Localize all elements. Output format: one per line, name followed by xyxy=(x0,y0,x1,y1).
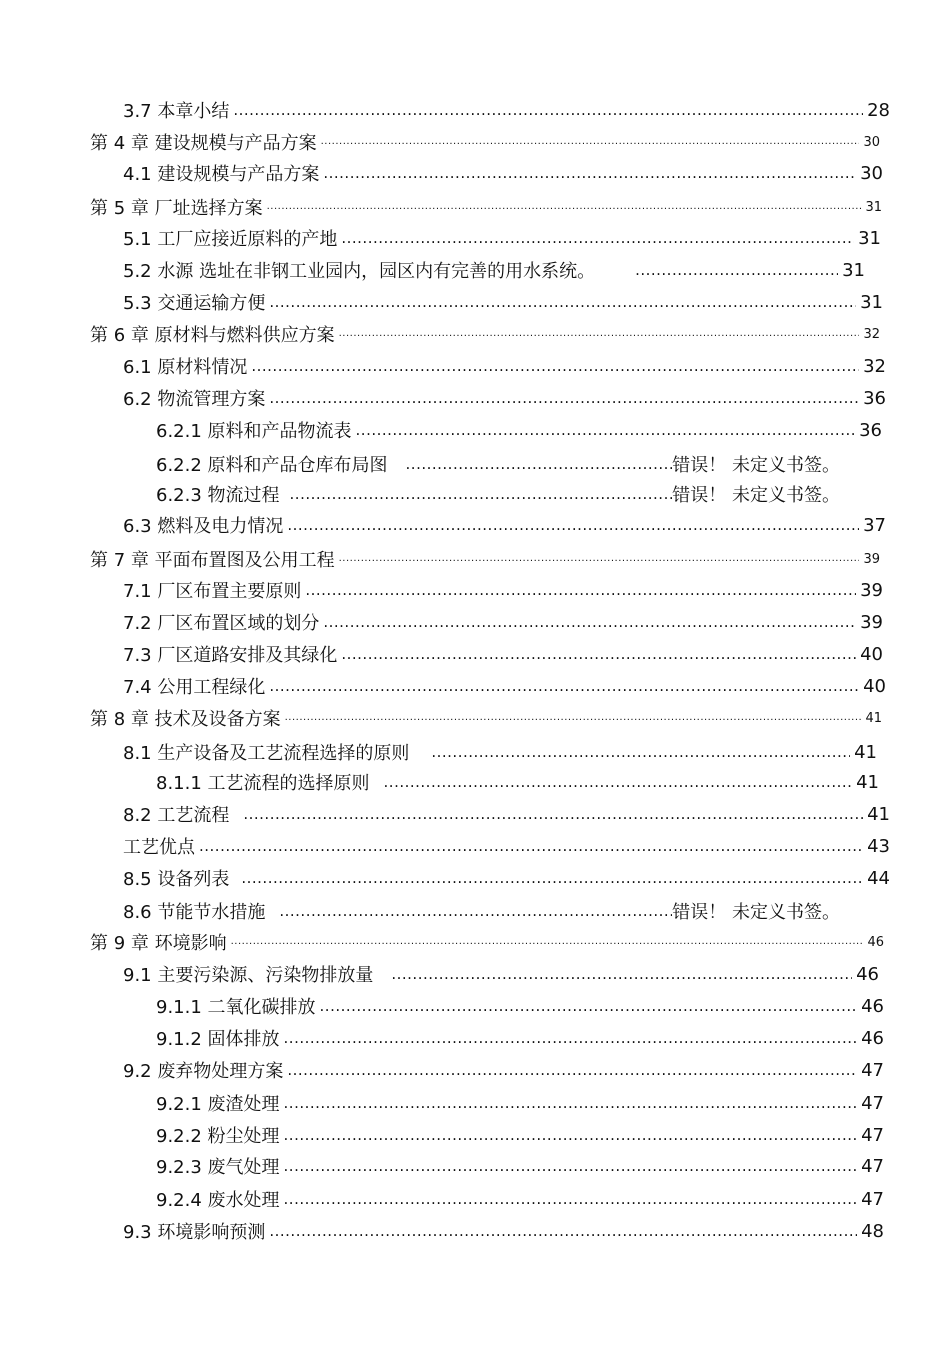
toc-entry-label: 9.2.3 废气处理 xyxy=(156,1157,280,1178)
toc-entry-page: 46 xyxy=(861,995,884,1017)
toc-entry-label: 第 5 章 厂址选择方案 xyxy=(90,198,263,219)
toc-entry-label: 7.1 厂区布置主要原则 xyxy=(123,581,302,602)
toc-entry-8-2[interactable] xyxy=(123,800,890,828)
toc-entry-9-2-4[interactable] xyxy=(156,1185,884,1213)
toc-entry-page: 41 xyxy=(854,741,877,763)
leader-dots xyxy=(269,391,859,406)
leader-dots xyxy=(243,807,863,822)
toc-entry-page: 31 xyxy=(860,291,883,313)
leader-dots xyxy=(287,1063,857,1078)
leader-dots xyxy=(279,904,672,919)
toc-entry-page: 39 xyxy=(860,611,883,633)
toc-entry-page: 错误！ 未定义书签。 xyxy=(672,902,840,923)
toc-entry-page: 44 xyxy=(867,867,890,889)
toc-entry-9-2-2[interactable] xyxy=(156,1121,884,1149)
toc-entry-page: 46 xyxy=(861,1027,884,1049)
toc-entry-page: 43 xyxy=(867,835,890,857)
leader-dots xyxy=(321,137,860,147)
leader-dots xyxy=(284,1159,858,1174)
leader-dots xyxy=(290,487,673,502)
toc-entry-page: 错误！ 未定义书签。 xyxy=(672,455,840,476)
toc-entry-6-1[interactable] xyxy=(123,352,886,380)
toc-entry-page: 32 xyxy=(863,326,880,342)
toc-entry-6-2[interactable] xyxy=(123,384,886,412)
toc-entry-page: 47 xyxy=(861,1188,884,1210)
toc-entry-page: 47 xyxy=(861,1155,884,1177)
leader-dots xyxy=(269,1224,857,1239)
leader-dots xyxy=(341,231,854,246)
toc-entry-page: 31 xyxy=(865,199,882,215)
toc-entry-label: 第 9 章 环境影响 xyxy=(90,933,227,954)
toc-entry-9-2[interactable] xyxy=(123,1056,884,1084)
toc-chapter-8[interactable] xyxy=(90,704,882,732)
toc-entry-label: 8.5 设备列表 xyxy=(123,869,230,890)
toc-entry-page: 36 xyxy=(863,387,886,409)
toc-entry-label: 3.7 本章小结 xyxy=(123,101,230,122)
toc-entry-label: 7.3 厂区道路安排及其绿化 xyxy=(123,645,338,666)
toc-entry-label: 5.2 水源 选址在非钢工业园内，园区内有完善的用水系统。 xyxy=(123,261,596,282)
toc-entry-label: 9.2.1 废渣处理 xyxy=(156,1094,280,1115)
toc-entry-page: 46 xyxy=(856,963,879,985)
leader-dots xyxy=(287,518,859,533)
leader-dots xyxy=(339,329,860,339)
leader-dots xyxy=(241,871,863,886)
toc-entry-label: 8.1.1 工艺流程的选择原则 xyxy=(156,773,370,794)
leader-dots xyxy=(285,713,862,723)
toc-entry-label: 9.1.1 二氧化碳排放 xyxy=(156,997,316,1018)
toc-entry-5-1[interactable] xyxy=(123,224,881,252)
toc-entry-page: 39 xyxy=(863,551,880,567)
toc-entry-9-1-2[interactable] xyxy=(156,1024,884,1052)
toc-entry-6-2-1[interactable] xyxy=(156,416,882,444)
leader-dots xyxy=(305,583,856,598)
toc-entry-label: 8.1 生产设备及工艺流程选择的原则 xyxy=(123,743,410,764)
toc-entry-label: 5.1 工厂应接近原料的产地 xyxy=(123,229,338,250)
toc-entry-5-2[interactable] xyxy=(123,256,865,284)
toc-entry-page: 40 xyxy=(863,675,886,697)
leader-dots xyxy=(284,1128,858,1143)
toc-entry-label: 9.2.4 废水处理 xyxy=(156,1190,280,1211)
toc-entry-page: 41 xyxy=(867,803,890,825)
toc-entry-9-1-1[interactable] xyxy=(156,992,884,1020)
toc-entry-page: 30 xyxy=(863,134,880,150)
toc-entry-9-1[interactable] xyxy=(123,960,879,988)
toc-entry-6-2-3[interactable] xyxy=(156,480,840,508)
toc-entry-7-3[interactable] xyxy=(123,640,883,668)
leader-dots xyxy=(635,263,838,278)
toc-entry-label: 8.6 节能节水措施 xyxy=(123,902,266,923)
toc-entry-label: 9.1 主要污染源、污染物排放量 xyxy=(123,965,374,986)
toc-entry-page: 30 xyxy=(860,162,883,184)
leader-dots xyxy=(431,745,850,760)
leader-dots xyxy=(341,647,856,662)
toc-entry-8-6[interactable] xyxy=(123,897,840,925)
toc-entry-label: 4.1 建设规模与产品方案 xyxy=(123,164,320,185)
leader-dots xyxy=(384,775,853,790)
leader-dots xyxy=(251,359,859,374)
leader-dots xyxy=(323,166,856,181)
toc-chapter-5[interactable] xyxy=(90,193,882,221)
toc-entry-page: 36 xyxy=(859,419,882,441)
toc-entry-7-2[interactable] xyxy=(123,608,883,636)
toc-entry-page: 48 xyxy=(861,1220,884,1242)
toc-entry-8-1[interactable] xyxy=(123,738,877,766)
toc-entry-label: 6.2 物流管理方案 xyxy=(123,389,266,410)
toc-entry-6-3[interactable] xyxy=(123,511,886,539)
toc-entry-7-4[interactable] xyxy=(123,672,886,700)
toc-entry-6-2-2[interactable] xyxy=(156,450,840,478)
leader-dots xyxy=(199,839,863,854)
toc-entry-label: 9.2.2 粉尘处理 xyxy=(156,1126,280,1147)
toc-entry-process-advantages[interactable] xyxy=(123,832,890,860)
leader-dots xyxy=(231,937,864,947)
leader-dots xyxy=(267,202,862,212)
toc-entry-page: 47 xyxy=(861,1124,884,1146)
toc-entry-label: 9.1.2 固体排放 xyxy=(156,1029,280,1050)
toc-entry-label: 7.2 厂区布置区域的划分 xyxy=(123,613,320,634)
toc-entry-page: 31 xyxy=(858,227,881,249)
toc-entry-page: 31 xyxy=(842,259,865,281)
leader-dots xyxy=(269,295,856,310)
toc-entry-label: 9.2 废弃物处理方案 xyxy=(123,1061,284,1082)
toc-entry-page: 错误！ 未定义书签。 xyxy=(672,485,840,506)
toc-entry-4-1[interactable] xyxy=(123,159,883,187)
toc-entry-label: 6.2.2 原料和产品仓库布局图 xyxy=(156,455,388,476)
toc-entry-8-5[interactable] xyxy=(123,864,890,892)
toc-entry-label: 6.3 燃料及电力情况 xyxy=(123,516,284,537)
toc-entry-page: 46 xyxy=(867,934,884,950)
toc-entry-page: 40 xyxy=(860,643,883,665)
toc-entry-label: 工艺优点 xyxy=(123,837,195,858)
toc-chapter-7[interactable] xyxy=(90,545,880,573)
toc-entry-label: 6.2.1 原料和产品物流表 xyxy=(156,421,352,442)
leader-dots xyxy=(284,1192,858,1207)
leader-dots xyxy=(406,457,673,472)
leader-dots xyxy=(233,103,863,118)
toc-entry-page: 41 xyxy=(865,710,882,726)
toc-entry-label: 第 6 章 原材料与燃料供应方案 xyxy=(90,325,335,346)
toc-entry-label: 9.3 环境影响预测 xyxy=(123,1222,266,1243)
toc-chapter-4[interactable] xyxy=(90,128,880,156)
toc-entry-page: 37 xyxy=(863,514,886,536)
toc-entry-9-3[interactable] xyxy=(123,1217,884,1245)
toc-entry-label: 第 4 章 建设规模与产品方案 xyxy=(90,133,317,154)
toc-entry-page: 47 xyxy=(861,1059,884,1081)
toc-entry-9-2-3[interactable] xyxy=(156,1152,884,1180)
leader-dots xyxy=(391,967,852,982)
toc-entry-label: 7.4 公用工程绿化 xyxy=(123,677,266,698)
toc-entry-9-2-1[interactable] xyxy=(156,1089,884,1117)
toc-entry-page: 39 xyxy=(860,579,883,601)
leader-dots xyxy=(269,679,859,694)
leader-dots xyxy=(356,423,856,438)
toc-entry-page: 47 xyxy=(861,1092,884,1114)
toc-entry-label: 第 7 章 平面布置图及公用工程 xyxy=(90,550,335,571)
toc-entry-7-1[interactable] xyxy=(123,576,883,604)
leader-dots xyxy=(284,1096,858,1111)
leader-dots xyxy=(284,1031,858,1046)
toc-entry-5-3[interactable] xyxy=(123,288,883,316)
leader-dots xyxy=(320,999,858,1014)
toc-entry-label: 6.2.3 物流过程 xyxy=(156,485,280,506)
toc-entry-label: 第 8 章 技术及设备方案 xyxy=(90,709,281,730)
toc-chapter-6[interactable] xyxy=(90,320,880,348)
toc-entry-label: 8.2 工艺流程 xyxy=(123,805,230,826)
toc-entry-8-1-1[interactable] xyxy=(156,768,879,796)
toc-entry-page: 28 xyxy=(867,99,890,121)
toc-chapter-9[interactable] xyxy=(90,928,884,956)
toc-entry-label: 5.3 交通运输方便 xyxy=(123,293,266,314)
toc-entry-3-7[interactable] xyxy=(123,96,890,124)
toc-entry-page: 41 xyxy=(856,771,879,793)
leader-dots xyxy=(323,615,856,630)
toc-entry-label: 6.1 原材料情况 xyxy=(123,357,248,378)
leader-dots xyxy=(339,554,860,564)
toc-entry-page: 32 xyxy=(863,355,886,377)
